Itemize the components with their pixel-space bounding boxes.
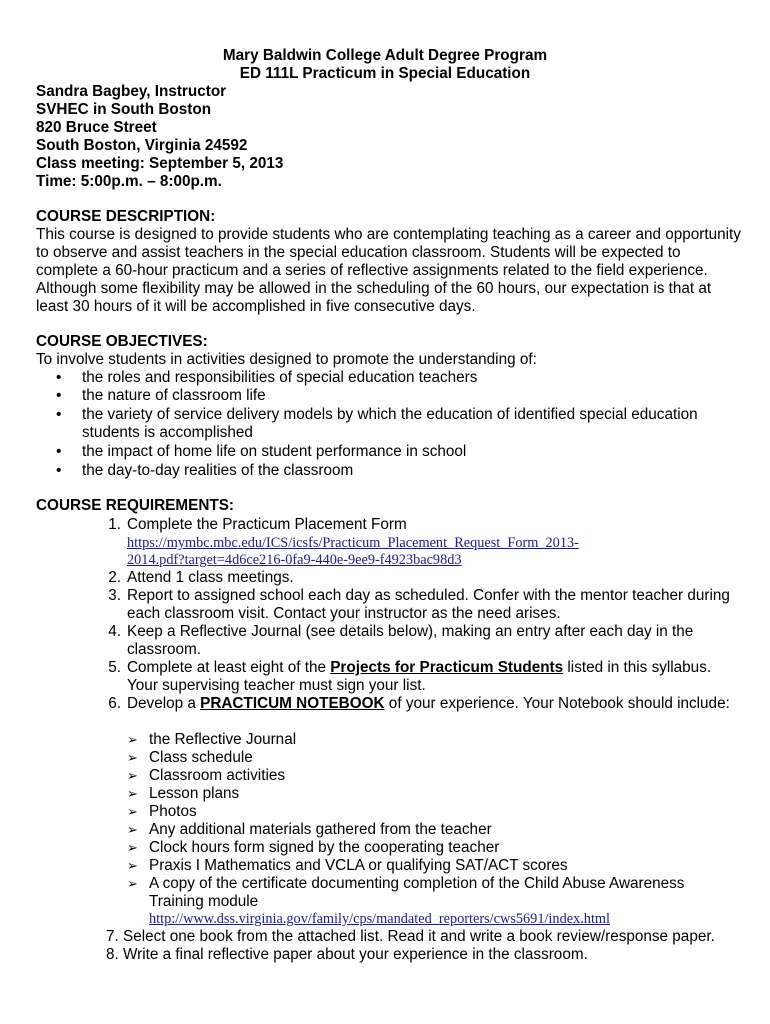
- training-module-link[interactable]: http://www.dss.virginia.gov/family/cps/mandated_reporters/cws5691/index.html: [149, 911, 611, 927]
- requirement-text: Develop a: [127, 695, 201, 712]
- bullet-icon: •: [56, 406, 62, 423]
- requirement-item-continuation: each classroom visit. Contact your instructor as the need arises.: [127, 605, 561, 622]
- notebook-item: Any additional materials gathered from the teacher: [149, 821, 492, 838]
- list-number: 6.: [108, 695, 121, 712]
- arrow-bullet-icon: ➢: [127, 786, 138, 801]
- arrow-bullet-icon: ➢: [127, 822, 138, 837]
- arrow-bullet-icon: ➢: [127, 876, 138, 891]
- placement-form-link-continued[interactable]: 2014.pdf?target=4d6ce216-0fa9-440e-9ee9-f4923bac98d3: [127, 552, 462, 568]
- objective-item: the nature of classroom life: [82, 387, 266, 404]
- bullet-icon: •: [56, 443, 62, 460]
- description-line: to observe and assist teachers in the special education classroom. Students will be expected to: [36, 244, 681, 261]
- objective-item: the variety of service delivery models by which the education of identified special education: [82, 406, 698, 423]
- notebook-item: Lesson plans: [149, 785, 240, 802]
- list-number: 1.: [108, 516, 121, 533]
- requirement-item: Keep a Reflective Journal (see details below), making an entry after each day in the: [127, 623, 694, 640]
- bullet-icon: •: [56, 369, 62, 386]
- objective-item: the impact of home life on student performance in school: [82, 443, 467, 460]
- notebook-item: the Reflective Journal: [149, 731, 297, 748]
- placement-form-link[interactable]: https://mymbc.mbc.edu/ICS/icsfs/Practicum_Placement_Request_Form_2013-: [127, 535, 579, 551]
- requirement-item: Complete the Practicum Placement Form: [127, 516, 407, 533]
- arrow-bullet-icon: ➢: [127, 858, 138, 873]
- description-line: This course is designed to provide students who are contemplating teaching as a career and opportunity: [36, 226, 741, 243]
- description-line: Although some flexibility may be allowed in the scheduling of the 60 hours, our expectation is that at: [36, 280, 712, 297]
- info-line: 820 Bruce Street: [36, 119, 157, 136]
- document-title-line2: ED 111L Practicum in Special Education: [239, 65, 531, 82]
- arrow-bullet-icon: ➢: [127, 768, 138, 783]
- arrow-bullet-icon: ➢: [127, 840, 138, 855]
- requirement-item: Report to assigned school each day as scheduled. Confer with the mentor teacher during: [127, 587, 730, 604]
- requirement-item: [127, 695, 730, 713]
- notebook-item: Class schedule: [149, 749, 253, 766]
- info-line: Sandra Bagbey, Instructor: [36, 83, 227, 100]
- description-line: complete a 60-hour practicum and a series of reflective assignments related to the field experience.: [36, 262, 708, 279]
- info-line: South Boston, Virginia 24592: [36, 137, 248, 154]
- objective-item: the roles and responsibilities of special education teachers: [82, 369, 478, 386]
- notebook-item-continuation: Training module: [149, 893, 259, 910]
- info-line: Class meeting: September 5, 2013: [36, 155, 284, 172]
- list-number: 2.: [108, 569, 121, 586]
- list-number: 5.: [108, 659, 121, 676]
- arrow-bullet-icon: ➢: [127, 750, 138, 765]
- practicum-notebook-label: PRACTICUM NOTEBOOK: [200, 695, 385, 712]
- requirement-text: listed in this syllabus.: [563, 659, 712, 676]
- projects-link[interactable]: Projects for Practicum Students: [330, 659, 564, 676]
- requirement-text: Complete at least eight of the: [127, 659, 331, 676]
- notebook-item: Photos: [149, 803, 197, 820]
- document-title-line1: Mary Baldwin College Adult Degree Program: [222, 47, 548, 64]
- bullet-icon: •: [56, 387, 62, 404]
- objective-item: the day-to-day realities of the classroom: [82, 462, 354, 479]
- course-objectives-heading: COURSE OBJECTIVES:: [36, 333, 208, 350]
- info-line: Time: 5:00p.m. – 8:00p.m.: [36, 173, 222, 190]
- notebook-item: A copy of the certificate documenting completion of the Child Abuse Awareness: [149, 875, 685, 892]
- requirement-item-continuation: classroom.: [127, 641, 201, 658]
- notebook-item: Clock hours form signed by the cooperating teacher: [149, 839, 500, 856]
- course-requirements-heading: COURSE REQUIREMENTS:: [36, 497, 235, 514]
- arrow-bullet-icon: ➢: [127, 804, 138, 819]
- description-line: least 30 hours of it will be accomplished in five consecutive days.: [36, 298, 476, 315]
- list-number: 3.: [108, 587, 121, 604]
- bullet-icon: •: [56, 462, 62, 479]
- notebook-item: Classroom activities: [149, 767, 286, 784]
- objective-item-continuation: students is accomplished: [82, 424, 253, 441]
- notebook-item: Praxis I Mathematics and VCLA or qualifying SAT/ACT scores: [149, 857, 568, 874]
- requirement-text: of your experience. Your Notebook should include:: [384, 695, 730, 712]
- list-number: 4.: [108, 623, 121, 640]
- objectives-intro: To involve students in activities designed to promote the understanding of:: [36, 351, 537, 368]
- requirement-item-8: 8. Write a final reflective paper about your experience in the classroom.: [106, 946, 588, 963]
- requirement-item: [127, 659, 711, 677]
- info-line: SVHEC in South Boston: [36, 101, 212, 118]
- requirement-item-continuation: Your supervising teacher must sign your list.: [127, 677, 426, 694]
- arrow-bullet-icon: ➢: [127, 732, 138, 747]
- course-description-heading: COURSE DESCRIPTION:: [36, 208, 216, 225]
- requirement-item-7: 7. Select one book from the attached list. Read it and write a book review/response paper.: [106, 928, 715, 945]
- requirement-item: Attend 1 class meetings.: [127, 569, 294, 586]
